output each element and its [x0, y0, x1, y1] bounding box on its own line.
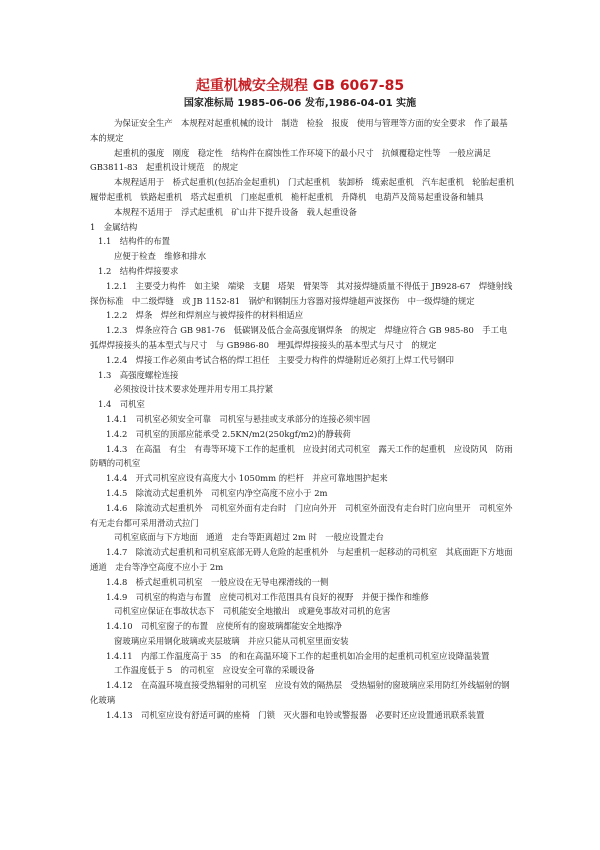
paragraph: 起重机的强度 刚度 稳定性 结构件在腐蚀性工作环境下的最小尺寸 抗倾覆稳定性等 一般应满足 GB3811-83 起重机设计规范 的规定 [90, 147, 491, 173]
paragraph: 1.2.2 焊条 焊丝和焊剂应与被焊接件的材料相适应 [106, 310, 304, 321]
paragraph: 1.4.13 司机室应设有舒适可调的座椅 门锁 灭火器和电铃或警报器 必要时还应设置通讯联系装置 [106, 709, 485, 720]
paragraph: 必须按设计技术要求处理并用专用工具拧紧 [114, 384, 274, 395]
paragraph: 1.2 结构件焊接要求 [98, 265, 179, 276]
paragraph: 工作温度低于 5 的司机室 应设安全可靠的采暖设备 [114, 665, 315, 676]
paragraph: 窗玻璃应采用钢化玻璃或夹层玻璃 并应只能从司机室里面安装 [114, 635, 349, 646]
paragraph: 本规程不适用于 浮式起重机 矿山井下提升设备 载人起重设备 [114, 206, 357, 217]
paragraph: 1.4.4 开式司机室应设有高度大小 1050mm 的栏杆 并应可靠地围护起来 [106, 473, 388, 484]
paragraph: 1.4.6 除流动式起重机外 司机室外面有走台时 门应向外开 司机室外面没有走台时门应向里开 司机室外有无走台都可采用滑动式拉门 [90, 502, 513, 528]
paragraph: 1 金属结构 [90, 221, 138, 232]
paragraph: 1.4.7 除流动式起重机和司机室底部无碍人危险的起重机外 与起重机一起移动的司机室 其底面距下方地面 通道 走台等净空高度不应小于 2m [90, 547, 521, 572]
paragraph: 本规程适用于 桥式起重机(包括冶金起重机) 门式起重机 装卸桥 缆索起重机 汽车起重机 轮胎起重机 履带起重机 铁路起重机 塔式起重机 门座起重机 桅杆起重机 升降机 电葫芦及简易起重设备和辅具 [90, 177, 523, 202]
paragraph: 为保证安全生产 本规程对起重机械的设计 制造 检验 报废 使用与管理等方面的安全要求 作了最基本的规定 [90, 118, 508, 143]
document-body [90, 116, 523, 723]
paragraph: 1.2.4 焊接工作必须由考试合格的焊工担任 主要受力构件的焊缝附近必须打上焊工代号钢印 [106, 354, 454, 365]
paragraph: 司机室应保证在事故状态下 司机能安全地撤出 或避免事故对司机的危害 [114, 606, 391, 617]
document-subtitle: 国家准标局 1985-06-06 发布,1986-04-01 实施 [183, 98, 417, 109]
paragraph: 1.4.1 司机室必须安全可靠 司机室与悬挂或支承部分的连接必须牢固 [106, 413, 371, 424]
paragraph: 1.3 高强度螺栓连接 [98, 369, 179, 380]
paragraph: 1.4.5 除流动式起重机外 司机室内净空高度不应小于 2m [106, 487, 328, 498]
paragraph: 1.2.3 焊条应符合 GB 981-76 低碳钢及低合金高强度钢焊条 的规定 焊缝应符合 GB 985-80 手工电弧焊焊接接头的基本型式与尺寸 与 GB986-80 埋弧焊焊接接头的基本型式与尺寸 的规定 [90, 325, 508, 350]
document-title: 起重机械安全规程 GB 6067-85 [195, 78, 405, 94]
paragraph: 1.4.10 司机室窗子的布置 应使所有的窗玻璃都能安全地擦净 [106, 621, 343, 632]
paragraph: 1.4.3 在高温 有尘 有毒等环境下工作的起重机 应设封闭式司机室 露天工作的起重机 应设防风 防雨 防晒的司机室 [90, 443, 521, 469]
paragraph: 1.1 结构件的布置 [98, 236, 170, 247]
paragraph: 1.4.2 司机室的顶部应能承受 2.5KN/m2(250kgf/m2)的静载荷 [106, 428, 351, 439]
paragraph: 司机室底面与下方地面 通道 走台等距离超过 2m 时 一般应设置走台 [114, 532, 384, 543]
paragraph: 1.4.9 司机室的构造与布置 应使司机对工作范围具有良好的视野 并便于操作和维修 [106, 591, 429, 602]
paragraph: 应便于检查 维修和排水 [114, 251, 207, 262]
paragraph: 1.4 司机室 [98, 399, 145, 410]
paragraph: 1.4.8 桥式起重机司机室 一般应设在无导电裸滑线的一侧 [106, 576, 329, 587]
paragraph: 1.4.12 在高温环境直接受热辐射的司机室 应设有效的隔热层 受热辐射的窗玻璃应采用防红外线辐射的钢化玻璃 [90, 680, 510, 706]
paragraph: 1.4.11 内部工作温度高于 35 的和在高温环境下工作的起重机如冶金用的起重机司机室应设降温装置 [106, 650, 490, 661]
paragraph: 1.2.1 主要受力构件 如主梁 端梁 支腿 塔架 臂架等 其对接焊缝质量不得低于 JB928-67 焊缝射线探伤标准 中二级焊缝 或 JB 1152-81 锅炉和钢制压力容器对接焊缝超声波探伤 中一级焊缝的规定 [90, 280, 513, 306]
